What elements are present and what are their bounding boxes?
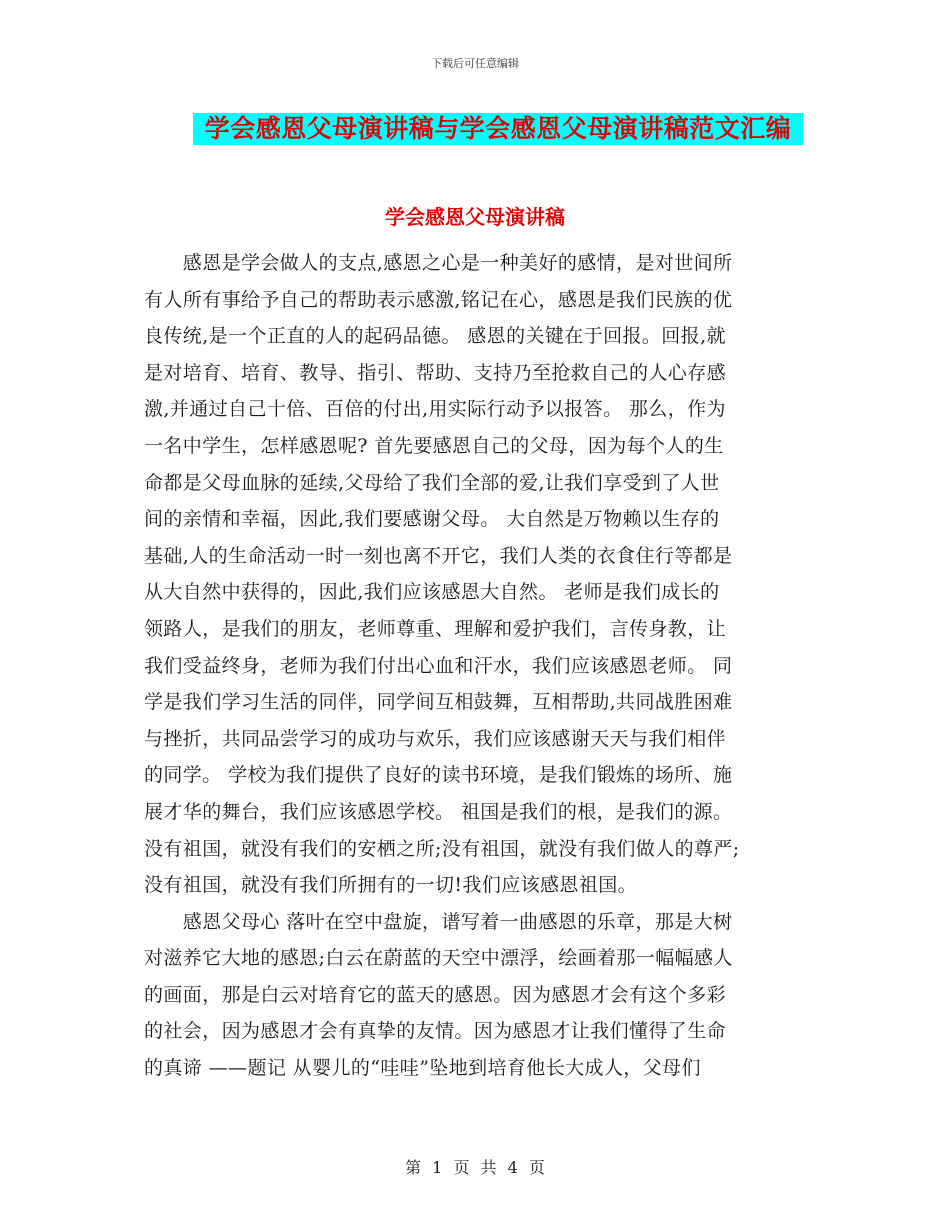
page-footer: 第 1 页 共 4 页 — [405, 1158, 545, 1177]
body-line: 激,并通过自己十倍、百倍的付出,用实际行动予以报答。 那么，作为 — [144, 398, 726, 421]
body-line: 良传统,是一个正直的人的起码品德。 感恩的关键在于回报。回报,就 — [144, 325, 726, 348]
header-note: 下载后可任意编辑 — [431, 57, 519, 70]
body-line: 一名中学生，怎样感恩呢? 首先要感恩自己的父母，因为每个人的生 — [144, 434, 724, 457]
body-line: 感恩父母心 落叶在空中盘旋，谱写着一曲感恩的乐章，那是大树 — [144, 910, 733, 933]
body-line: 是对培育、培育、教导、指引、帮助、支持乃至抢救自己的人心存感 — [144, 361, 727, 384]
body-text — [144, 245, 808, 1087]
body-line: 的社会，因为感恩才会有真挚的友情。因为感恩才让我们懂得了生命 — [144, 1020, 727, 1043]
body-line: 有人所有事给予自己的帮助表示感激,铭记在心，感恩是我们民族的优 — [144, 288, 733, 311]
section-title: 学会感恩父母演讲稿 — [385, 205, 565, 229]
body-line: 的真谛 ——题记 从婴儿的“哇哇”坠地到培育他长大成人，父母们 — [144, 1057, 701, 1080]
body-line: 对滋养它大地的感恩;白云在蔚蓝的天空中漂浮，绘画着那一幅幅感人 — [144, 947, 733, 970]
body-line: 没有祖国，就没有我们的安栖之所;没有祖国，就没有我们做人的尊严; — [144, 837, 740, 860]
body-line: 的同学。 学校为我们提供了良好的读书环境，是我们锻炼的场所、施 — [144, 764, 733, 787]
body-line: 感恩是学会做人的支点,感恩之心是一种美好的感情，是对世间所 — [144, 252, 733, 274]
body-line: 没有祖国，就没有我们所拥有的一切!我们应该感恩祖国。 — [144, 874, 638, 897]
body-line: 领路人，是我们的朋友，老师尊重、理解和爱护我们，言传身教，让 — [144, 617, 727, 640]
body-line: 间的亲情和幸福，因此,我们要感谢父母。 大自然是万物赖以生存的 — [144, 508, 720, 531]
body-line: 命都是父母血脉的延续,父母给了我们全部的爱,让我们享受到了人世 — [144, 471, 720, 494]
document-title: 学会感恩父母演讲稿与学会感恩父母演讲稿范文汇编 — [193, 113, 803, 145]
body-line: 与挫折，共同品尝学习的成功与欢乐，我们应该感谢天天与我们相伴 — [144, 727, 727, 750]
body-line: 展才华的舞台，我们应该感恩学校。 祖国是我们的根，是我们的源。 — [144, 800, 733, 823]
body-line: 基础,人的生命活动一时一刻也离不开它，我们人类的衣食住行等都是 — [144, 544, 733, 567]
body-line: 从大自然中获得的，因此,我们应该感恩大自然。 老师是我们成长的 — [144, 581, 720, 604]
body-line: 学是我们学习生活的同伴，同学间互相鼓舞，互相帮助,共同战胜困难 — [144, 691, 733, 714]
body-line: 我们受益终身，老师为我们付出心血和汗水，我们应该感恩老师。 同 — [144, 654, 733, 677]
body-line: 的画面，那是白云对培育它的蓝天的感恩。因为感恩才会有这个多彩 — [144, 983, 727, 1006]
